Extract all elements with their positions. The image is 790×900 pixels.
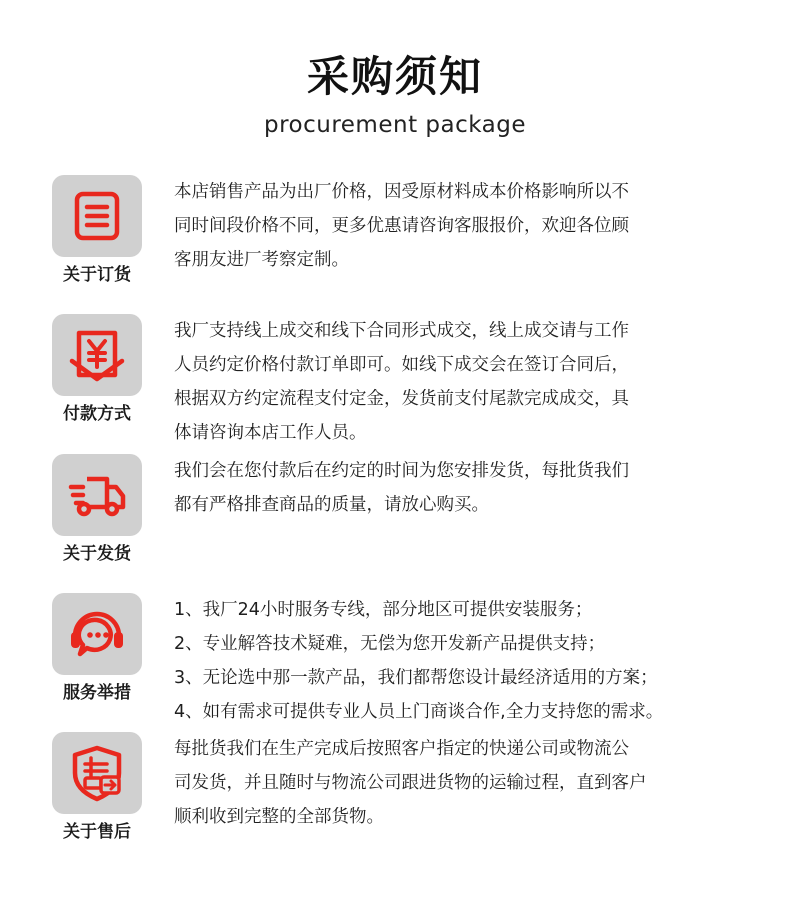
body-line: 客朋友进厂考察定制。 xyxy=(174,250,349,270)
body-line: 都有严格排查商品的质量，请放心购买。 xyxy=(174,495,489,515)
section-label: 服务举措 xyxy=(63,683,131,703)
headset-icon xyxy=(67,604,127,664)
section-body xyxy=(174,732,764,834)
body-line: 每批货我们在生产完成后按照客户指定的快递公司或物流公 xyxy=(174,739,629,759)
body-line: 顺利收到完整的全部货物。 xyxy=(174,807,384,827)
body-line: 体请咨询本店工作人员。 xyxy=(174,423,367,443)
section-body xyxy=(174,593,764,729)
section-body xyxy=(174,175,764,277)
body-line: 1、我厂24小时服务专线，部分地区可提供安装服务； xyxy=(174,600,593,620)
section-label: 关于售后 xyxy=(63,822,131,842)
yuan-icon xyxy=(67,325,127,385)
body-line: 4、如有需求可提供专业人员上门商谈合作,全力支持您的需求。 xyxy=(174,702,664,722)
icon-box-shipping xyxy=(52,454,142,536)
icon-box-after-sales xyxy=(52,732,142,814)
body-line: 司发货，并且随时与物流公司跟进货物的运输过程，直到客户 xyxy=(174,773,647,793)
body-line: 2、专业解答技术疑难，无偿为您开发新产品提供支持； xyxy=(174,634,606,654)
page-subtitle: procurement package xyxy=(263,112,526,138)
body-line: 我厂支持线上成交和线下合同形式成交，线上成交请与工作 xyxy=(174,321,629,341)
section-label: 关于发货 xyxy=(63,544,131,564)
truck-icon xyxy=(67,465,127,525)
section-service xyxy=(52,593,762,722)
body-line: 根据双方约定流程支付定金，发货前支付尾款完成成交，具 xyxy=(174,389,629,409)
icon-box-payment xyxy=(52,314,142,396)
body-line: 本店销售产品为出厂价格，因受原材料成本价格影响所以不 xyxy=(174,182,629,202)
section-body xyxy=(174,454,764,522)
page-title: 采购须知 xyxy=(306,52,483,101)
body-line: 同时间段价格不同，更多优惠请咨询客服报价，欢迎各位顾 xyxy=(174,216,629,236)
icon-box-ordering xyxy=(52,175,142,257)
icon-box-service xyxy=(52,593,142,675)
section-label: 关于订货 xyxy=(63,265,131,285)
section-shipping xyxy=(52,454,762,574)
list-icon xyxy=(67,186,127,246)
body-line: 我们会在您付款后在约定的时间为您安排发货，每批货我们 xyxy=(174,461,629,481)
section-body xyxy=(174,314,764,450)
section-payment xyxy=(52,314,762,443)
section-after-sales xyxy=(52,732,762,852)
body-line: 人员约定价格付款订单即可。如线下成交会在签订合同后， xyxy=(174,355,629,375)
body-line: 3、无论选中那一款产品，我们都帮您设计最经济适用的方案； xyxy=(174,668,658,688)
section-label: 付款方式 xyxy=(63,404,131,424)
section-ordering xyxy=(52,175,762,295)
after-sales-icon xyxy=(67,743,127,803)
